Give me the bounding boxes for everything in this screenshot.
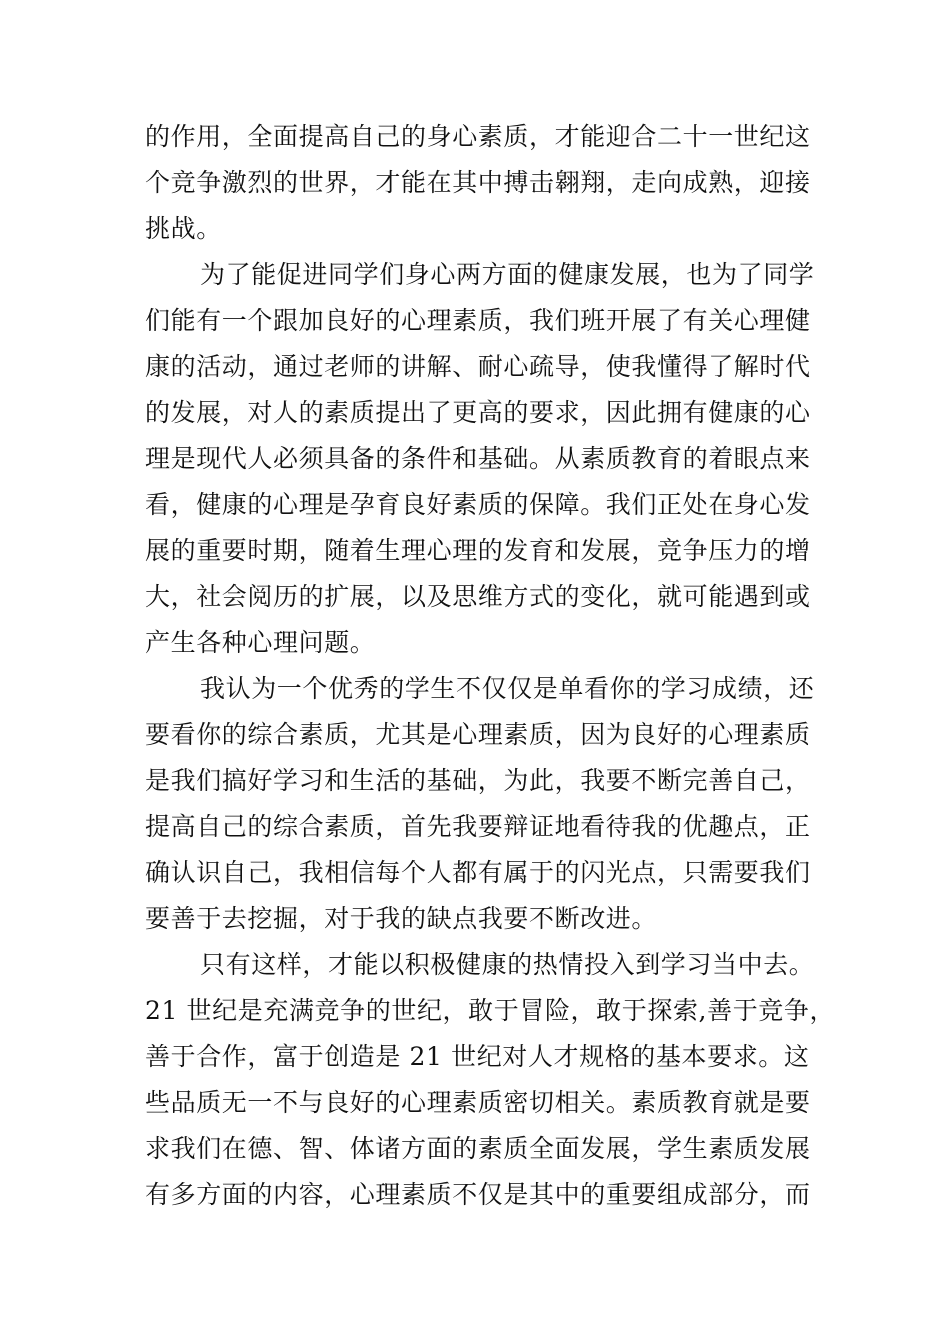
text-line: 些品质无一不与良好的心理素质密切相关。素质教育就是要 bbox=[145, 1088, 811, 1117]
text-line: 理是现代人必须具备的条件和基础。从素质教育的着眼点来 bbox=[145, 444, 811, 473]
text-line: 挑战。 bbox=[145, 214, 222, 243]
text-line: 21 世纪是充满竞争的世纪，敢于冒险，敢于探索,善于竞争， bbox=[145, 996, 836, 1025]
text-line: 大，社会阅历的扩展，以及思维方式的变化，就可能遇到或 bbox=[145, 582, 811, 611]
paragraph-first-line: 只有这样，才能以积极健康的热情投入到学习当中去。 bbox=[200, 950, 815, 979]
text-line: 展的重要时期，随着生理心理的发育和发展，竞争压力的增 bbox=[145, 536, 811, 565]
text-line: 个竞争激烈的世界，才能在其中搏击翱翔，走向成熟，迎接 bbox=[145, 168, 811, 197]
text-line: 要看你的综合素质，尤其是心理素质，因为良好的心理素质 bbox=[145, 720, 811, 749]
text-line: 们能有一个跟加良好的心理素质，我们班开展了有关心理健 bbox=[145, 306, 811, 335]
text-line: 康的活动，通过老师的讲解、耐心疏导，使我懂得了解时代 bbox=[145, 352, 811, 381]
paragraph-first-line: 我认为一个优秀的学生不仅仅是单看你的学习成绩，还 bbox=[200, 674, 815, 703]
text-line: 提高自己的综合素质，首先我要辩证地看待我的优趣点，正 bbox=[145, 812, 811, 841]
paragraph-first-line: 为了能促进同学们身心两方面的健康发展，也为了同学 bbox=[200, 260, 815, 289]
text-line: 确认识自己，我相信每个人都有属于的闪光点，只需要我们 bbox=[145, 858, 811, 887]
text-line: 要善于去挖掘，对于我的缺点我要不断改进。 bbox=[145, 904, 658, 933]
text-line: 有多方面的内容，心理素质不仅是其中的重要组成部分，而 bbox=[145, 1180, 811, 1209]
body-text bbox=[145, 114, 836, 1218]
text-line: 的发展，对人的素质提出了更高的要求，因此拥有健康的心 bbox=[145, 398, 811, 427]
text-line: 看，健康的心理是孕育良好素质的保障。我们正处在身心发 bbox=[145, 490, 811, 519]
text-line: 是我们搞好学习和生活的基础，为此，我要不断完善自己， bbox=[145, 766, 811, 795]
text-line: 的作用，全面提高自己的身心素质，才能迎合二十一世纪这 bbox=[145, 122, 811, 151]
text-line: 求我们在德、智、体诸方面的素质全面发展，学生素质发展 bbox=[145, 1134, 811, 1163]
text-line: 产生各种心理问题。 bbox=[145, 628, 376, 657]
text-line: 善于合作，富于创造是 21 世纪对人才规格的基本要求。这 bbox=[145, 1042, 810, 1071]
